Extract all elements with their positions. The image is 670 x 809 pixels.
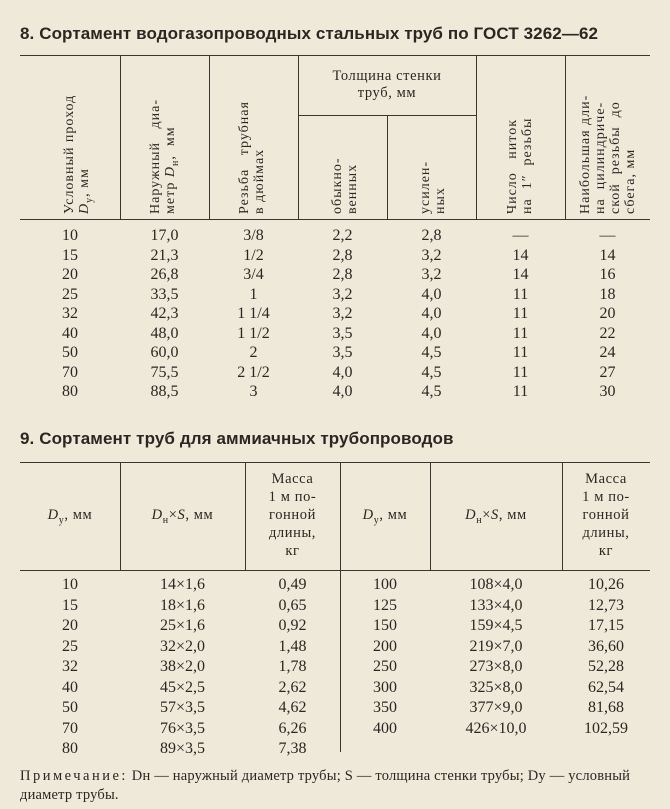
- table8-cell-wall-ordinary: 3,2: [332, 305, 353, 322]
- table8-col-divider: [120, 55, 121, 219]
- table8-cell-max-thread-length: 27: [599, 363, 616, 381]
- table9-cell-mass-right: 17,15: [588, 617, 624, 634]
- table9-cell-dy-left: 32: [62, 658, 78, 675]
- table9-cell-dy-left: 40: [62, 678, 78, 696]
- table8-cell-outer-diameter: 33,5: [150, 285, 179, 303]
- table9-header-dy-right: $D_у$, мм: [362, 507, 408, 526]
- table9-cell-dxs-left: 32×2,0: [159, 637, 206, 655]
- table8-col-divider: [476, 55, 477, 219]
- table8-cell-wall-ordinary: 4,0: [332, 363, 353, 381]
- table9-cell-dxs-left: 76×3,5: [159, 719, 206, 737]
- table9-cell-dxs-right: 159×4,5: [469, 617, 523, 634]
- table8-header-nominal-bore: Условный проход $D_у$, мм: [62, 94, 95, 214]
- table9-top-rule: [20, 462, 650, 463]
- table9-cell-dxs-left: 14×1,6: [159, 576, 206, 593]
- table9-cell-dxs-left: 45×2,5: [159, 678, 206, 696]
- table8-header-ordinary: обыкно- венных: [330, 157, 360, 214]
- table9-cell-dy-right: 400: [373, 719, 397, 737]
- table8-cell-max-thread-length: —: [599, 227, 616, 244]
- table8-col-divider: [209, 55, 210, 219]
- table8-header-wall-thickness: Толщина стенки труб, мм: [332, 68, 442, 101]
- table8-cell-outer-diameter: 75,5: [150, 363, 179, 381]
- table9-header-mass-left: Масса 1 м по- гонной длины, кг: [268, 471, 317, 559]
- table8-cell-max-thread-length: 22: [599, 324, 616, 342]
- table9-cell-dxs-right: 108×4,0: [469, 576, 523, 593]
- table8-cell-thread-size: 3: [249, 383, 258, 400]
- table8-header-max-thread-length: Наибольшая дли- на цилиндриче- ской резьбы до сбега, мм: [578, 94, 638, 214]
- table8-cell-outer-diameter: 88,5: [150, 383, 179, 400]
- table8-col-divider: [387, 115, 388, 219]
- table8-cell-threads-per-inch: 11: [512, 363, 529, 381]
- table8-cell-wall-reinforced: 4,0: [421, 305, 442, 322]
- note-label: Примечание:: [20, 768, 128, 784]
- table8-cell-wall-ordinary: 2,8: [332, 246, 353, 264]
- table8-cell-thread-size: 1/2: [243, 246, 264, 264]
- table9-cell-dxs-right: 273×8,0: [469, 658, 523, 675]
- table8-cell-threads-per-inch: 11: [512, 285, 529, 303]
- table8-cell-nominal-bore: 70: [62, 363, 78, 381]
- table8-cell-threads-per-inch: 11: [512, 383, 529, 400]
- table9-cell-dy-right: 100: [373, 576, 397, 593]
- table8-header-thread: Резьба трубная в дюймах: [237, 101, 267, 214]
- table9-cell-dy-right: 150: [373, 617, 397, 634]
- table9-cell-mass-right: 81,68: [588, 699, 624, 716]
- table8-cell-wall-reinforced: 4,5: [421, 383, 442, 400]
- table9-cell-mass-left: 1,78: [278, 658, 307, 675]
- table9-header-mass-right: Масса 1 м по- гонной длины, кг: [582, 471, 630, 559]
- table8-cell-threads-per-inch: 11: [512, 324, 529, 342]
- table8-cell-wall-ordinary: 2,8: [332, 266, 353, 283]
- table8-cell-nominal-bore: 25: [62, 285, 78, 303]
- table8-cell-outer-diameter: 17,0: [150, 227, 179, 244]
- table8-cell-nominal-bore: 10: [62, 227, 78, 244]
- table8-cell-thread-size: 2 1/2: [237, 363, 270, 381]
- table9-cell-dy-left: 25: [62, 637, 78, 655]
- table9-cell-dy-right: 200: [373, 637, 397, 655]
- table8-cell-wall-reinforced: 4,0: [421, 324, 442, 342]
- table9-cell-dy-right: 350: [373, 699, 397, 716]
- note-text: Dн — наружный диаметр трубы; S — толщина стенки трубы; Dу — условный диаметр трубы.: [20, 768, 631, 803]
- table8-header-threads-per-inch: Число ниток на 1″ резьбы: [505, 117, 535, 214]
- table9-cell-mass-left: 7,38: [278, 740, 307, 757]
- table9-cell-dxs-left: 89×3,5: [159, 740, 206, 757]
- table9-header-dy-left: $D_у$, мм: [47, 507, 93, 526]
- table9-cell-mass-right: 12,73: [588, 596, 624, 614]
- table9-header-dxs-right: $D_н\times S$, мм: [465, 507, 527, 526]
- table8-cell-wall-ordinary: 3,5: [332, 324, 353, 342]
- table9-cell-mass-right: 10,26: [588, 576, 624, 593]
- table8-cell-nominal-bore: 20: [62, 266, 78, 283]
- table9-cell-dy-left: 20: [62, 617, 78, 634]
- table9-cell-dy-left: 15: [62, 596, 78, 614]
- table8-cell-wall-reinforced: 2,8: [421, 227, 442, 244]
- table8-cell-wall-reinforced: 4,5: [421, 344, 442, 361]
- table8-cell-wall-reinforced: 4,5: [421, 363, 442, 381]
- table8-cell-thread-size: 1 1/4: [237, 305, 270, 322]
- table8-cell-max-thread-length: 16: [599, 266, 616, 283]
- table8-header-outer-diameter: Наружный диа- метр $D_н$, мм: [148, 98, 181, 214]
- table8-cell-outer-diameter: 21,3: [150, 246, 179, 264]
- table8-cell-threads-per-inch: 14: [512, 246, 529, 264]
- table9-cell-dxs-right: 219×7,0: [469, 637, 523, 655]
- table8-cell-thread-size: 1 1/2: [237, 324, 270, 342]
- table8-cell-threads-per-inch: 11: [512, 305, 529, 322]
- table9-note: [20, 767, 650, 805]
- table9-cell-dxs-right: 133×4,0: [469, 596, 523, 614]
- table9-cell-mass-left: 1,48: [278, 637, 307, 655]
- table8-cell-thread-size: 2: [249, 344, 258, 361]
- table8-cell-nominal-bore: 80: [62, 383, 78, 400]
- table8-cell-threads-per-inch: —: [512, 227, 529, 244]
- table9-cell-dy-right: 250: [373, 658, 397, 675]
- table9-cell-mass-left: 0,65: [278, 596, 307, 614]
- table9-cell-dxs-right: 377×9,0: [469, 699, 523, 716]
- table9-cell-mass-left: 2,62: [278, 678, 307, 696]
- table8-cell-wall-ordinary: 4,0: [332, 383, 353, 400]
- table9-cell-dxs-left: 57×3,5: [159, 699, 206, 716]
- table8-cell-wall-reinforced: 3,2: [421, 266, 442, 283]
- table8-cell-outer-diameter: 42,3: [150, 305, 179, 322]
- table8-cell-threads-per-inch: 14: [512, 266, 529, 283]
- table8-cell-outer-diameter: 60,0: [150, 344, 179, 361]
- table8-cell-max-thread-length: 24: [599, 344, 616, 361]
- table9-cell-dy-right: 300: [373, 678, 397, 696]
- table8-cell-thread-size: 1: [249, 285, 258, 303]
- table9-cell-mass-left: 0,92: [278, 617, 307, 634]
- table9-cell-mass-left: 6,26: [278, 719, 307, 737]
- table8-title: 8. Сортамент водогазопроводных стальных труб по ГОСТ 3262—62: [20, 24, 599, 43]
- table9-cell-mass-right: 62,54: [588, 678, 624, 696]
- table9-cell-mass-right: 102,59: [584, 719, 628, 737]
- table8-header-rule: [20, 219, 650, 220]
- table8-col-divider: [565, 55, 566, 219]
- table8-cell-wall-reinforced: 3,2: [421, 246, 442, 264]
- table9-cell-dy-right: 125: [373, 596, 397, 614]
- table9-cell-dy-left: 80: [62, 740, 78, 757]
- table8-cell-nominal-bore: 15: [62, 246, 78, 264]
- table8-cell-wall-reinforced: 4,0: [421, 285, 442, 303]
- table9-cell-dy-left: 70: [62, 719, 78, 737]
- table9-cell-mass-right: 36,60: [588, 637, 624, 655]
- table9-cell-dxs-left: 38×2,0: [159, 658, 206, 675]
- table8-cell-nominal-bore: 32: [62, 305, 78, 322]
- table9-cell-mass-left: 0,49: [278, 576, 307, 593]
- table8-cell-max-thread-length: 30: [599, 383, 616, 400]
- table9-cell-dy-left: 10: [62, 576, 78, 593]
- table8-cell-wall-ordinary: 3,2: [332, 285, 353, 303]
- table8-header-reinforced: усилен- ных: [418, 160, 448, 214]
- table8-cell-thread-size: 3/8: [243, 227, 264, 244]
- table8-cell-outer-diameter: 48,0: [150, 324, 179, 342]
- table9-header-rule: [20, 570, 650, 571]
- table8-cell-max-thread-length: 20: [599, 305, 616, 322]
- table9-cell-mass-right: 52,28: [588, 658, 624, 675]
- table9-cell-dxs-left: 18×1,6: [159, 596, 206, 614]
- table8-top-rule: [20, 55, 650, 56]
- table8-cell-wall-ordinary: 2,2: [332, 227, 353, 244]
- table9-cell-dxs-right: 426×10,0: [465, 719, 527, 737]
- table8-cell-nominal-bore: 40: [62, 324, 78, 342]
- table8-cell-max-thread-length: 14: [599, 246, 616, 264]
- table9-title: 9. Сортамент труб для аммиачных трубопроводов: [20, 429, 454, 448]
- table9-cell-mass-left: 4,62: [278, 699, 307, 716]
- table9-cell-dxs-right: 325×8,0: [469, 678, 523, 696]
- table8-cell-threads-per-inch: 11: [512, 344, 529, 361]
- table9-cell-dxs-left: 25×1,6: [159, 617, 206, 634]
- table8-cell-thread-size: 3/4: [243, 266, 264, 283]
- table9-cell-dy-left: 50: [62, 699, 78, 716]
- table9-header-dxs-left: $D_н\times S$, мм: [151, 507, 214, 526]
- table8-cell-max-thread-length: 18: [599, 285, 616, 303]
- table8-cell-nominal-bore: 50: [62, 344, 78, 361]
- table8-cell-wall-ordinary: 3,5: [332, 344, 353, 361]
- table8-cell-outer-diameter: 26,8: [150, 266, 179, 283]
